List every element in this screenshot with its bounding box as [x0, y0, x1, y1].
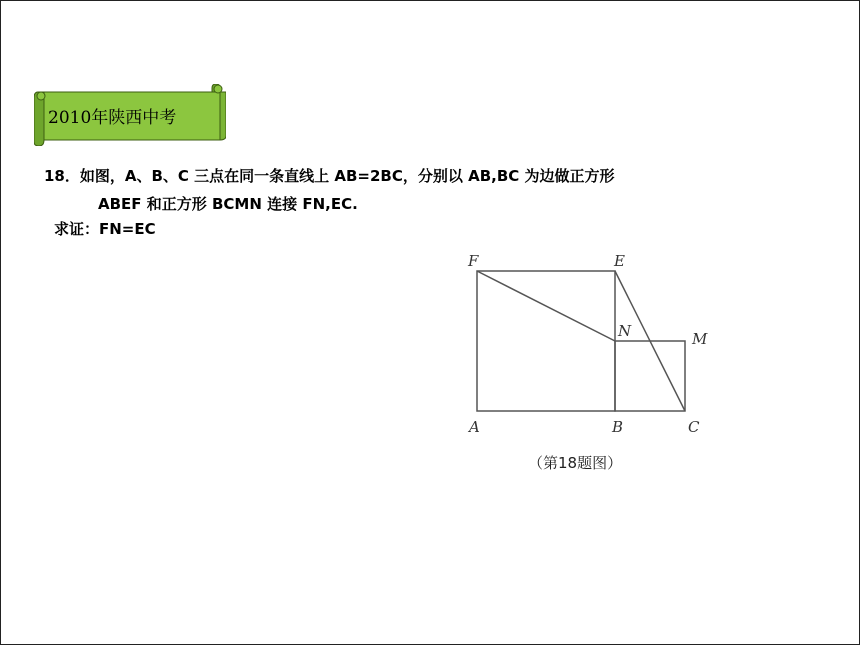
figure-caption: （第18题图） — [528, 454, 623, 472]
banner-title: 2010年陕西中考 — [48, 108, 177, 128]
point-label-b: B — [612, 418, 624, 436]
segment-fn — [477, 271, 615, 341]
point-label-a: A — [469, 418, 480, 436]
square-abef — [477, 271, 615, 411]
prove-statement: 求证：FN=EC — [54, 220, 156, 238]
title-banner — [34, 84, 226, 146]
problem-line-1: 18．如图，A、B、C 三点在同一条直线上 AB=2BC，分别以 AB,BC 为边做正方形 — [44, 167, 615, 185]
point-label-f: F — [468, 252, 479, 270]
point-label-c: C — [688, 418, 700, 436]
problem-statement — [44, 162, 615, 218]
square-bcmn — [615, 341, 685, 411]
geometry-figure — [450, 240, 730, 485]
point-label-n: N — [618, 322, 632, 340]
point-label-e: E — [614, 252, 625, 270]
problem-line-2: ABEF 和正方形 BCMN 连接 FN,EC. — [98, 195, 358, 213]
point-label-m: M — [692, 330, 708, 348]
